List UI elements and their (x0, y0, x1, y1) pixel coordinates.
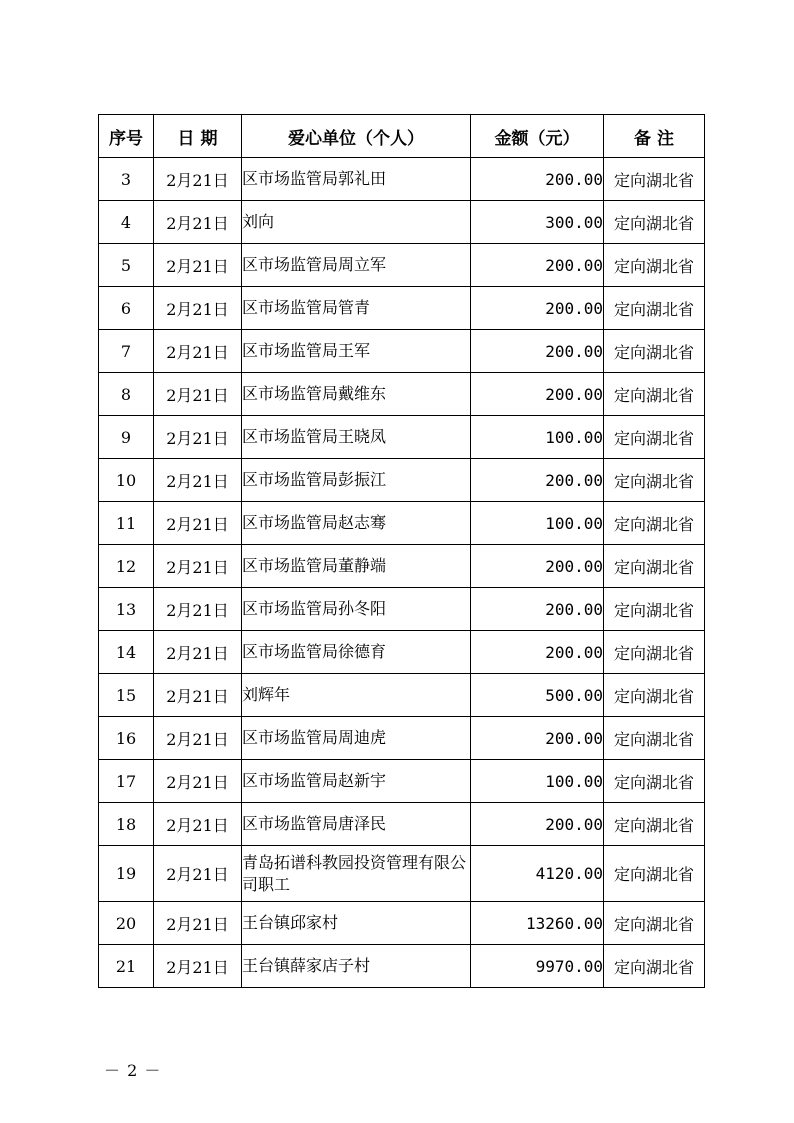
row-seq: 6 (99, 287, 154, 330)
row-note: 定向湖北省 (604, 330, 705, 373)
row-date: 2月21日 (154, 631, 242, 674)
row-amount: 200.00 (471, 287, 604, 330)
table-row (99, 674, 705, 717)
row-donor-name: 区市场监管局郭礼田 (242, 158, 471, 201)
row-donor-name: 区市场监管局唐泽民 (242, 803, 471, 846)
row-date: 2月21日 (154, 945, 242, 988)
row-date: 2月21日 (154, 158, 242, 201)
row-amount: 200.00 (471, 717, 604, 760)
row-date: 2月21日 (154, 502, 242, 545)
row-note: 定向湖北省 (604, 459, 705, 502)
row-donor-name: 王台镇邱家村 (242, 902, 471, 945)
row-date: 2月21日 (154, 287, 242, 330)
header-amount: 金额（元） (471, 115, 604, 158)
row-seq: 13 (99, 588, 154, 631)
row-note: 定向湖北省 (604, 158, 705, 201)
row-seq: 19 (99, 846, 154, 902)
table-row (99, 373, 705, 416)
row-note: 定向湖北省 (604, 631, 705, 674)
table-row (99, 902, 705, 945)
row-seq: 5 (99, 244, 154, 287)
row-seq: 21 (99, 945, 154, 988)
row-amount: 13260.00 (471, 902, 604, 945)
row-date: 2月21日 (154, 674, 242, 717)
row-amount: 200.00 (471, 459, 604, 502)
table-row (99, 416, 705, 459)
row-date: 2月21日 (154, 373, 242, 416)
row-donor-name: 刘辉年 (242, 674, 471, 717)
row-seq: 20 (99, 902, 154, 945)
row-date: 2月21日 (154, 459, 242, 502)
row-date: 2月21日 (154, 244, 242, 287)
row-seq: 9 (99, 416, 154, 459)
row-date: 2月21日 (154, 416, 242, 459)
row-seq: 17 (99, 760, 154, 803)
table-row (99, 502, 705, 545)
row-donor-name: 区市场监管局戴维东 (242, 373, 471, 416)
table-row (99, 717, 705, 760)
table-row (99, 244, 705, 287)
row-seq: 18 (99, 803, 154, 846)
table-row (99, 588, 705, 631)
row-seq: 16 (99, 717, 154, 760)
row-note: 定向湖北省 (604, 588, 705, 631)
table-header-row (99, 115, 705, 158)
row-amount: 200.00 (471, 158, 604, 201)
table-row (99, 201, 705, 244)
row-date: 2月21日 (154, 803, 242, 846)
header-note: 备 注 (604, 115, 705, 158)
row-seq: 4 (99, 201, 154, 244)
row-amount: 4120.00 (471, 846, 604, 902)
row-donor-name: 区市场监管局管青 (242, 287, 471, 330)
row-amount: 200.00 (471, 545, 604, 588)
row-note: 定向湖北省 (604, 287, 705, 330)
table-row (99, 945, 705, 988)
row-amount: 100.00 (471, 760, 604, 803)
row-note: 定向湖北省 (604, 416, 705, 459)
row-donor-name: 区市场监管局董静端 (242, 545, 471, 588)
row-note: 定向湖北省 (604, 846, 705, 902)
row-seq: 12 (99, 545, 154, 588)
row-date: 2月21日 (154, 545, 242, 588)
row-donor-name: 区市场监管局王军 (242, 330, 471, 373)
row-note: 定向湖北省 (604, 803, 705, 846)
row-seq: 15 (99, 674, 154, 717)
row-seq: 11 (99, 502, 154, 545)
row-donor-name: 区市场监管局彭振江 (242, 459, 471, 502)
table-row (99, 760, 705, 803)
header-seq: 序号 (99, 115, 154, 158)
row-note: 定向湖北省 (604, 674, 705, 717)
row-donor-name: 刘向 (242, 201, 471, 244)
table-row (99, 330, 705, 373)
table-row (99, 459, 705, 502)
row-amount: 200.00 (471, 244, 604, 287)
row-date: 2月21日 (154, 717, 242, 760)
donation-table (98, 114, 705, 988)
row-donor-name: 王台镇薛家店子村 (242, 945, 471, 988)
row-seq: 14 (99, 631, 154, 674)
row-amount: 100.00 (471, 502, 604, 545)
table-row (99, 158, 705, 201)
row-note: 定向湖北省 (604, 201, 705, 244)
row-note: 定向湖北省 (604, 760, 705, 803)
row-date: 2月21日 (154, 846, 242, 902)
row-donor-name: 区市场监管局赵志骞 (242, 502, 471, 545)
row-note: 定向湖北省 (604, 502, 705, 545)
row-amount: 200.00 (471, 803, 604, 846)
table-row (99, 631, 705, 674)
row-note: 定向湖北省 (604, 945, 705, 988)
row-amount: 300.00 (471, 201, 604, 244)
row-donor-name: 区市场监管局周立军 (242, 244, 471, 287)
row-amount: 100.00 (471, 416, 604, 459)
row-date: 2月21日 (154, 330, 242, 373)
row-amount: 200.00 (471, 330, 604, 373)
row-donor-name: 区市场监管局王晓凤 (242, 416, 471, 459)
row-amount: 200.00 (471, 631, 604, 674)
row-amount: 200.00 (471, 588, 604, 631)
table-row (99, 803, 705, 846)
row-seq: 10 (99, 459, 154, 502)
table-row (99, 545, 705, 588)
row-date: 2月21日 (154, 201, 242, 244)
row-note: 定向湖北省 (604, 244, 705, 287)
row-seq: 3 (99, 158, 154, 201)
row-donor-name: 青岛拓谱科教园投资管理有限公司职工 (242, 846, 471, 902)
table-row (99, 846, 705, 902)
table-body (99, 158, 705, 988)
row-seq: 8 (99, 373, 154, 416)
table-row (99, 287, 705, 330)
row-amount: 200.00 (471, 373, 604, 416)
row-amount: 9970.00 (471, 945, 604, 988)
row-note: 定向湖北省 (604, 717, 705, 760)
row-donor-name: 区市场监管局周迪虎 (242, 717, 471, 760)
row-donor-name: 区市场监管局赵新宇 (242, 760, 471, 803)
row-seq: 7 (99, 330, 154, 373)
row-note: 定向湖北省 (604, 373, 705, 416)
row-amount: 500.00 (471, 674, 604, 717)
row-date: 2月21日 (154, 902, 242, 945)
page-number: － 2 － (104, 1061, 162, 1080)
row-donor-name: 区市场监管局徐德育 (242, 631, 471, 674)
row-donor-name: 区市场监管局孙冬阳 (242, 588, 471, 631)
row-date: 2月21日 (154, 588, 242, 631)
row-date: 2月21日 (154, 760, 242, 803)
header-name: 爱心单位（个人） (242, 115, 471, 158)
row-note: 定向湖北省 (604, 902, 705, 945)
header-date: 日 期 (154, 115, 242, 158)
row-note: 定向湖北省 (604, 545, 705, 588)
